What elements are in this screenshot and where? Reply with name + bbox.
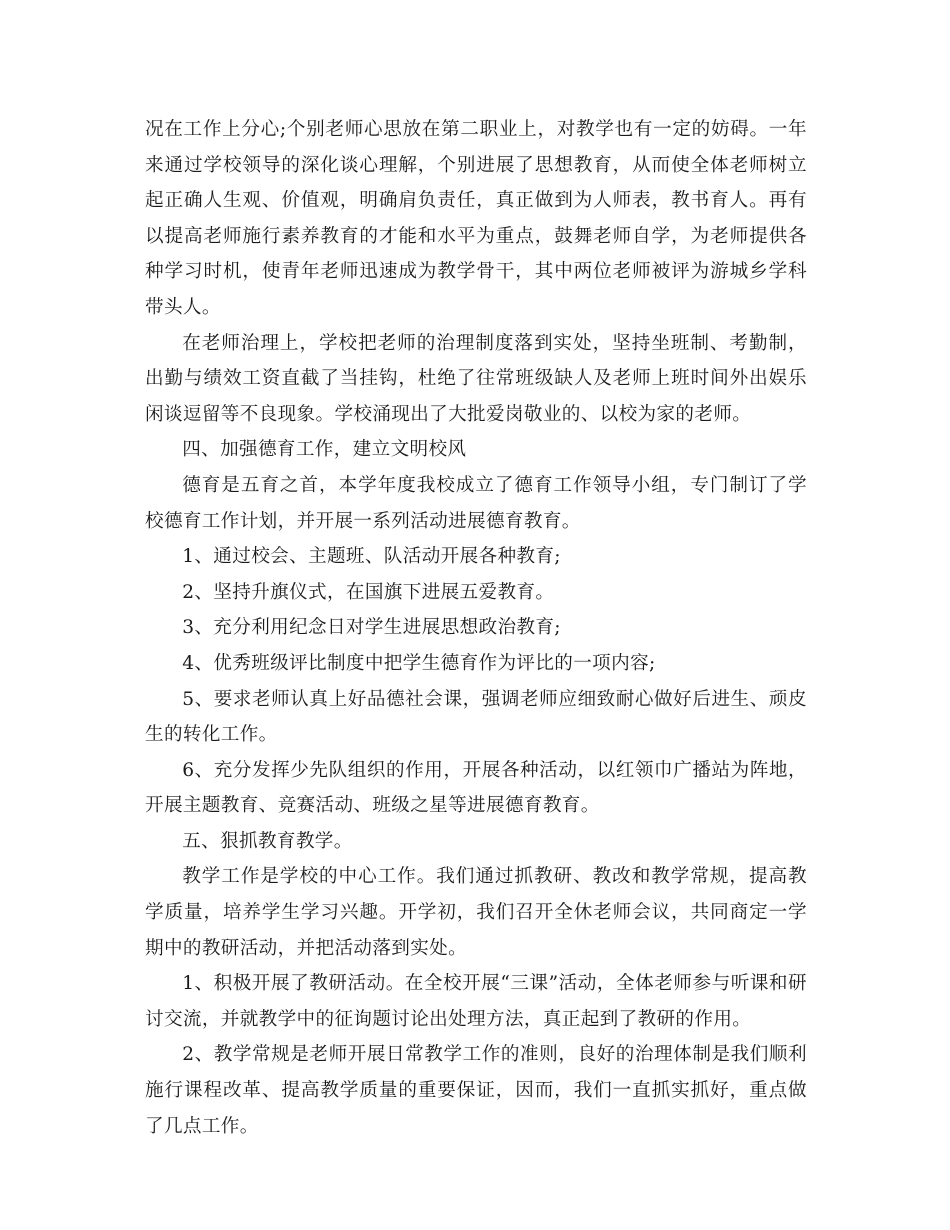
list-item-moral-4: 4、优秀班级评比制度中把学生德育作为评比的一项内容; bbox=[182, 652, 656, 674]
list-item-moral-2: 2、坚持升旗仪式，在国旗下进展五爱教育。 bbox=[182, 581, 555, 603]
section-heading-moral-education: 四、加强德育工作，建立文明校风 bbox=[182, 439, 467, 461]
paragraph-moral-intro: 德育是五育之首，本学年度我校成立了德育工作领导小组，专门制订了学校德育工作计划，并开展一系列活动进展德育教育。 bbox=[145, 474, 807, 532]
list-item-moral-6: 6、充分发挥少先队组织的作用，开展各种活动，以红领巾广播站为阵地，开展主题教育、竞赛活动、班级之星等进展德育教育。 bbox=[145, 759, 807, 817]
section-heading-teaching: 五、狠抓教育教学。 bbox=[182, 830, 353, 852]
list-item-moral-5: 5、要求老师认真上好品德社会课，强调老师应细致耐心做好后进生、顽皮生的转化工作。 bbox=[145, 688, 807, 746]
paragraph-teaching-intro: 教学工作是学校的中心工作。我们通过抓教研、教改和教学常规，提高教学质量，培养学生学习兴趣。开学初，我们召开全休老师会议，共同商定一学期中的教研活动，并把活动落到实处。 bbox=[145, 866, 807, 959]
document-body bbox=[145, 112, 807, 1144]
list-item-teaching-2: 2、教学常规是老师开展日常教学工作的准则，良好的治理体制是我们顺利施行课程改革、提高教学质量的重要保证，因而，我们一直抓实抓好，重点做了几点工作。 bbox=[145, 1044, 807, 1137]
list-item-moral-1: 1、通过校会、主题班、队活动开展各种教育; bbox=[182, 546, 561, 568]
list-item-teaching-1: 1、积极开展了教研活动。在全校开展“三课”活动，全体老师参与听课和研讨交流，并就教学中的征询题讨论出处理方法，真正起到了教研的作用。 bbox=[145, 973, 807, 1030]
paragraph-continuation: 况在工作上分心;个别老师心思放在第二职业上，对教学也有一定的妨碍。一年来通过学校领导的深化谈心理解，个别进展了思想教育，从而使全体老师树立起正确人生观、价值观，明确肩负责任，真正做到为人师表，教书育人。再有以提高老师施行素养教育的才能和水平为重点，鼓舞老师自学，为老师提供各种学习时机，使青年老师迅速成为教学骨干，其中两位老师被评为游城乡学科带头人。 bbox=[145, 119, 807, 318]
list-item-moral-3: 3、充分利用纪念日对学生进展思想政治教育; bbox=[182, 617, 561, 639]
paragraph-teacher-management: 在老师治理上，学校把老师的治理制度落到实处，坚持坐班制、考勤制，出勤与绩效工资直截了当挂钩，杜绝了往常班级缺人及老师上班时间外出娱乐闲谈逗留等不良现象。学校涌现出了大批爱岗敬业的、以校为家的老师。 bbox=[145, 332, 807, 425]
